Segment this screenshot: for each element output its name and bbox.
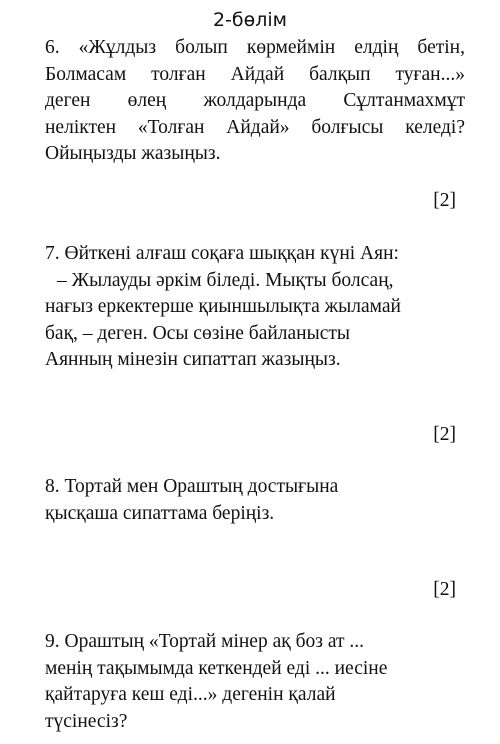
question-8-text <box>45 474 465 527</box>
question-6-text <box>45 35 465 168</box>
question-line: 7. Өйткені алғаш соқаға шыққан күні Аян: <box>45 243 399 264</box>
question-7-score: [2] <box>433 424 456 445</box>
question-line: 9. Ораштың «Тортай мінер ақ боз ат ... <box>45 631 364 652</box>
question-line: қайтаруға кеш еді...» дегенін қалай <box>45 684 336 705</box>
question-line: қысқаша сипаттама беріңіз. <box>45 502 275 524</box>
section-title: 2-бөлім <box>212 9 288 31</box>
question-9 <box>45 629 465 735</box>
question-line: Аянның мінезін сипаттап жазыңыз. <box>45 349 341 370</box>
question-7 <box>45 241 465 374</box>
question-line: Болмасам толған Айдай балқып туған...» <box>45 63 465 85</box>
question-line: деген өлең жолдарында Сұлтанмахмұт <box>45 90 465 111</box>
question-line: нағыз еркектерше қиыншылықта жыламай <box>45 296 401 317</box>
question-line: менің тақымымда кеткендей еді ... иесіне <box>45 657 388 679</box>
question-line: Ойыңызды жазыңыз. <box>45 143 221 164</box>
question-line: – Жылауды әркім біледі. Мықты болсаң, <box>57 269 394 291</box>
question-line: 6. «Жұлдыз болып көрмеймін елдің бетін, <box>45 37 465 58</box>
question-line: 8. Тортай мен Ораштың достығына <box>45 476 339 497</box>
question-line: неліктен «Толған Айдай» болғысы келеді? <box>45 116 465 138</box>
question-6-score: [2] <box>433 190 456 211</box>
question-7-text <box>45 241 465 374</box>
question-line: бақ, – деген. Осы сөзіне байланысты <box>45 322 351 344</box>
question-8 <box>45 474 465 527</box>
question-line: түсінесіз? <box>45 710 128 732</box>
question-6 <box>45 35 465 168</box>
question-9-text <box>45 629 465 735</box>
question-8-score: [2] <box>433 579 456 600</box>
